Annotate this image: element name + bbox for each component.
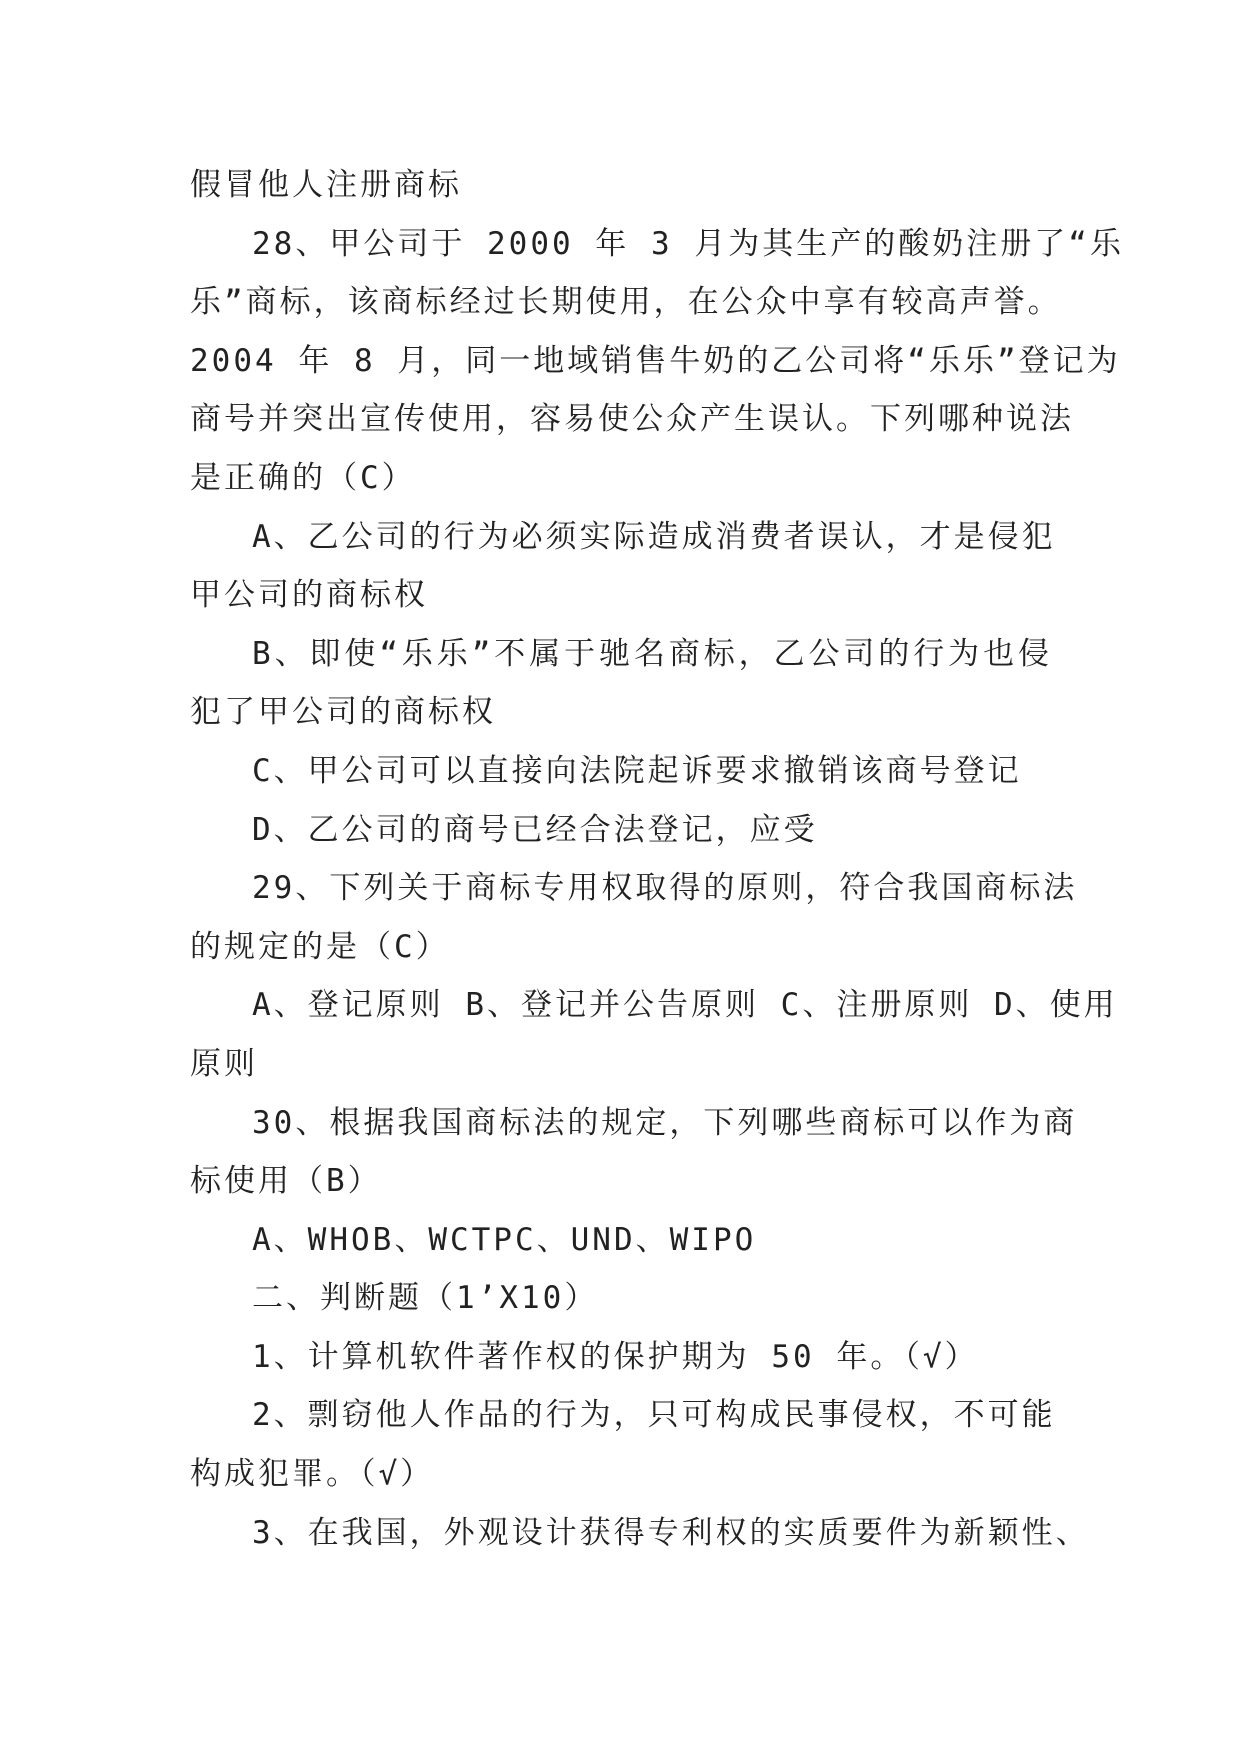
text-line: 标使用（B） bbox=[190, 1163, 382, 1200]
text-line: 2004 年 8 月，同一地域销售牛奶的乙公司将“乐乐”登记为 bbox=[190, 342, 1121, 379]
text-line: 假冒他人注册商标 bbox=[190, 167, 462, 203]
text-line: 乐”商标，该商标经过长期使用，在公众中享有较高声誉。 bbox=[190, 284, 1062, 321]
document-body bbox=[190, 156, 1124, 1562]
text-line: 犯了甲公司的商标权 bbox=[190, 694, 496, 731]
text-line: 二、判断题（1’X10） bbox=[252, 1280, 599, 1317]
text-line: 构成犯罪。（√） bbox=[190, 1456, 435, 1493]
text-line: A、登记原则 B、登记并公告原则 C、注册原则 D、使用 bbox=[252, 987, 1118, 1024]
text-line: 29、下列关于商标专用权取得的原则，符合我国商标法 bbox=[252, 870, 1078, 907]
text-line: 1、计算机软件著作权的保护期为 50 年。（√） bbox=[252, 1338, 979, 1375]
text-line: 商号并突出宣传使用，容易使公众产生误认。下列哪种说法 bbox=[190, 401, 1074, 438]
text-line: C、甲公司可以直接向法院起诉要求撤销该商号登记 bbox=[252, 752, 1022, 789]
text-line: 原则 bbox=[190, 1045, 258, 1082]
text-line: D、乙公司的商号已经合法登记，应受 bbox=[252, 811, 818, 848]
text-line: A、WHOB、WCTPC、UND、WIPO bbox=[252, 1221, 757, 1258]
text-line: 28、甲公司于 2000 年 3 月为其生产的酸奶注册了“乐 bbox=[252, 225, 1124, 262]
text-line: 的规定的是（C） bbox=[190, 928, 450, 965]
text-line: 2、剽窃他人作品的行为，只可构成民事侵权，不可能 bbox=[252, 1397, 1056, 1434]
text-line: A、乙公司的行为必须实际造成消费者误认，才是侵犯 bbox=[252, 518, 1056, 555]
text-line: 3、在我国，外观设计获得专利权的实质要件为新颖性、 bbox=[252, 1514, 1090, 1551]
text-line: 甲公司的商标权 bbox=[190, 577, 428, 614]
text-line: 30、根据我国商标法的规定，下列哪些商标可以作为商 bbox=[252, 1104, 1078, 1141]
text-line: B、即使“乐乐”不属于驰名商标，乙公司的行为也侵 bbox=[252, 635, 1052, 672]
text-line: 是正确的（C） bbox=[190, 459, 416, 496]
